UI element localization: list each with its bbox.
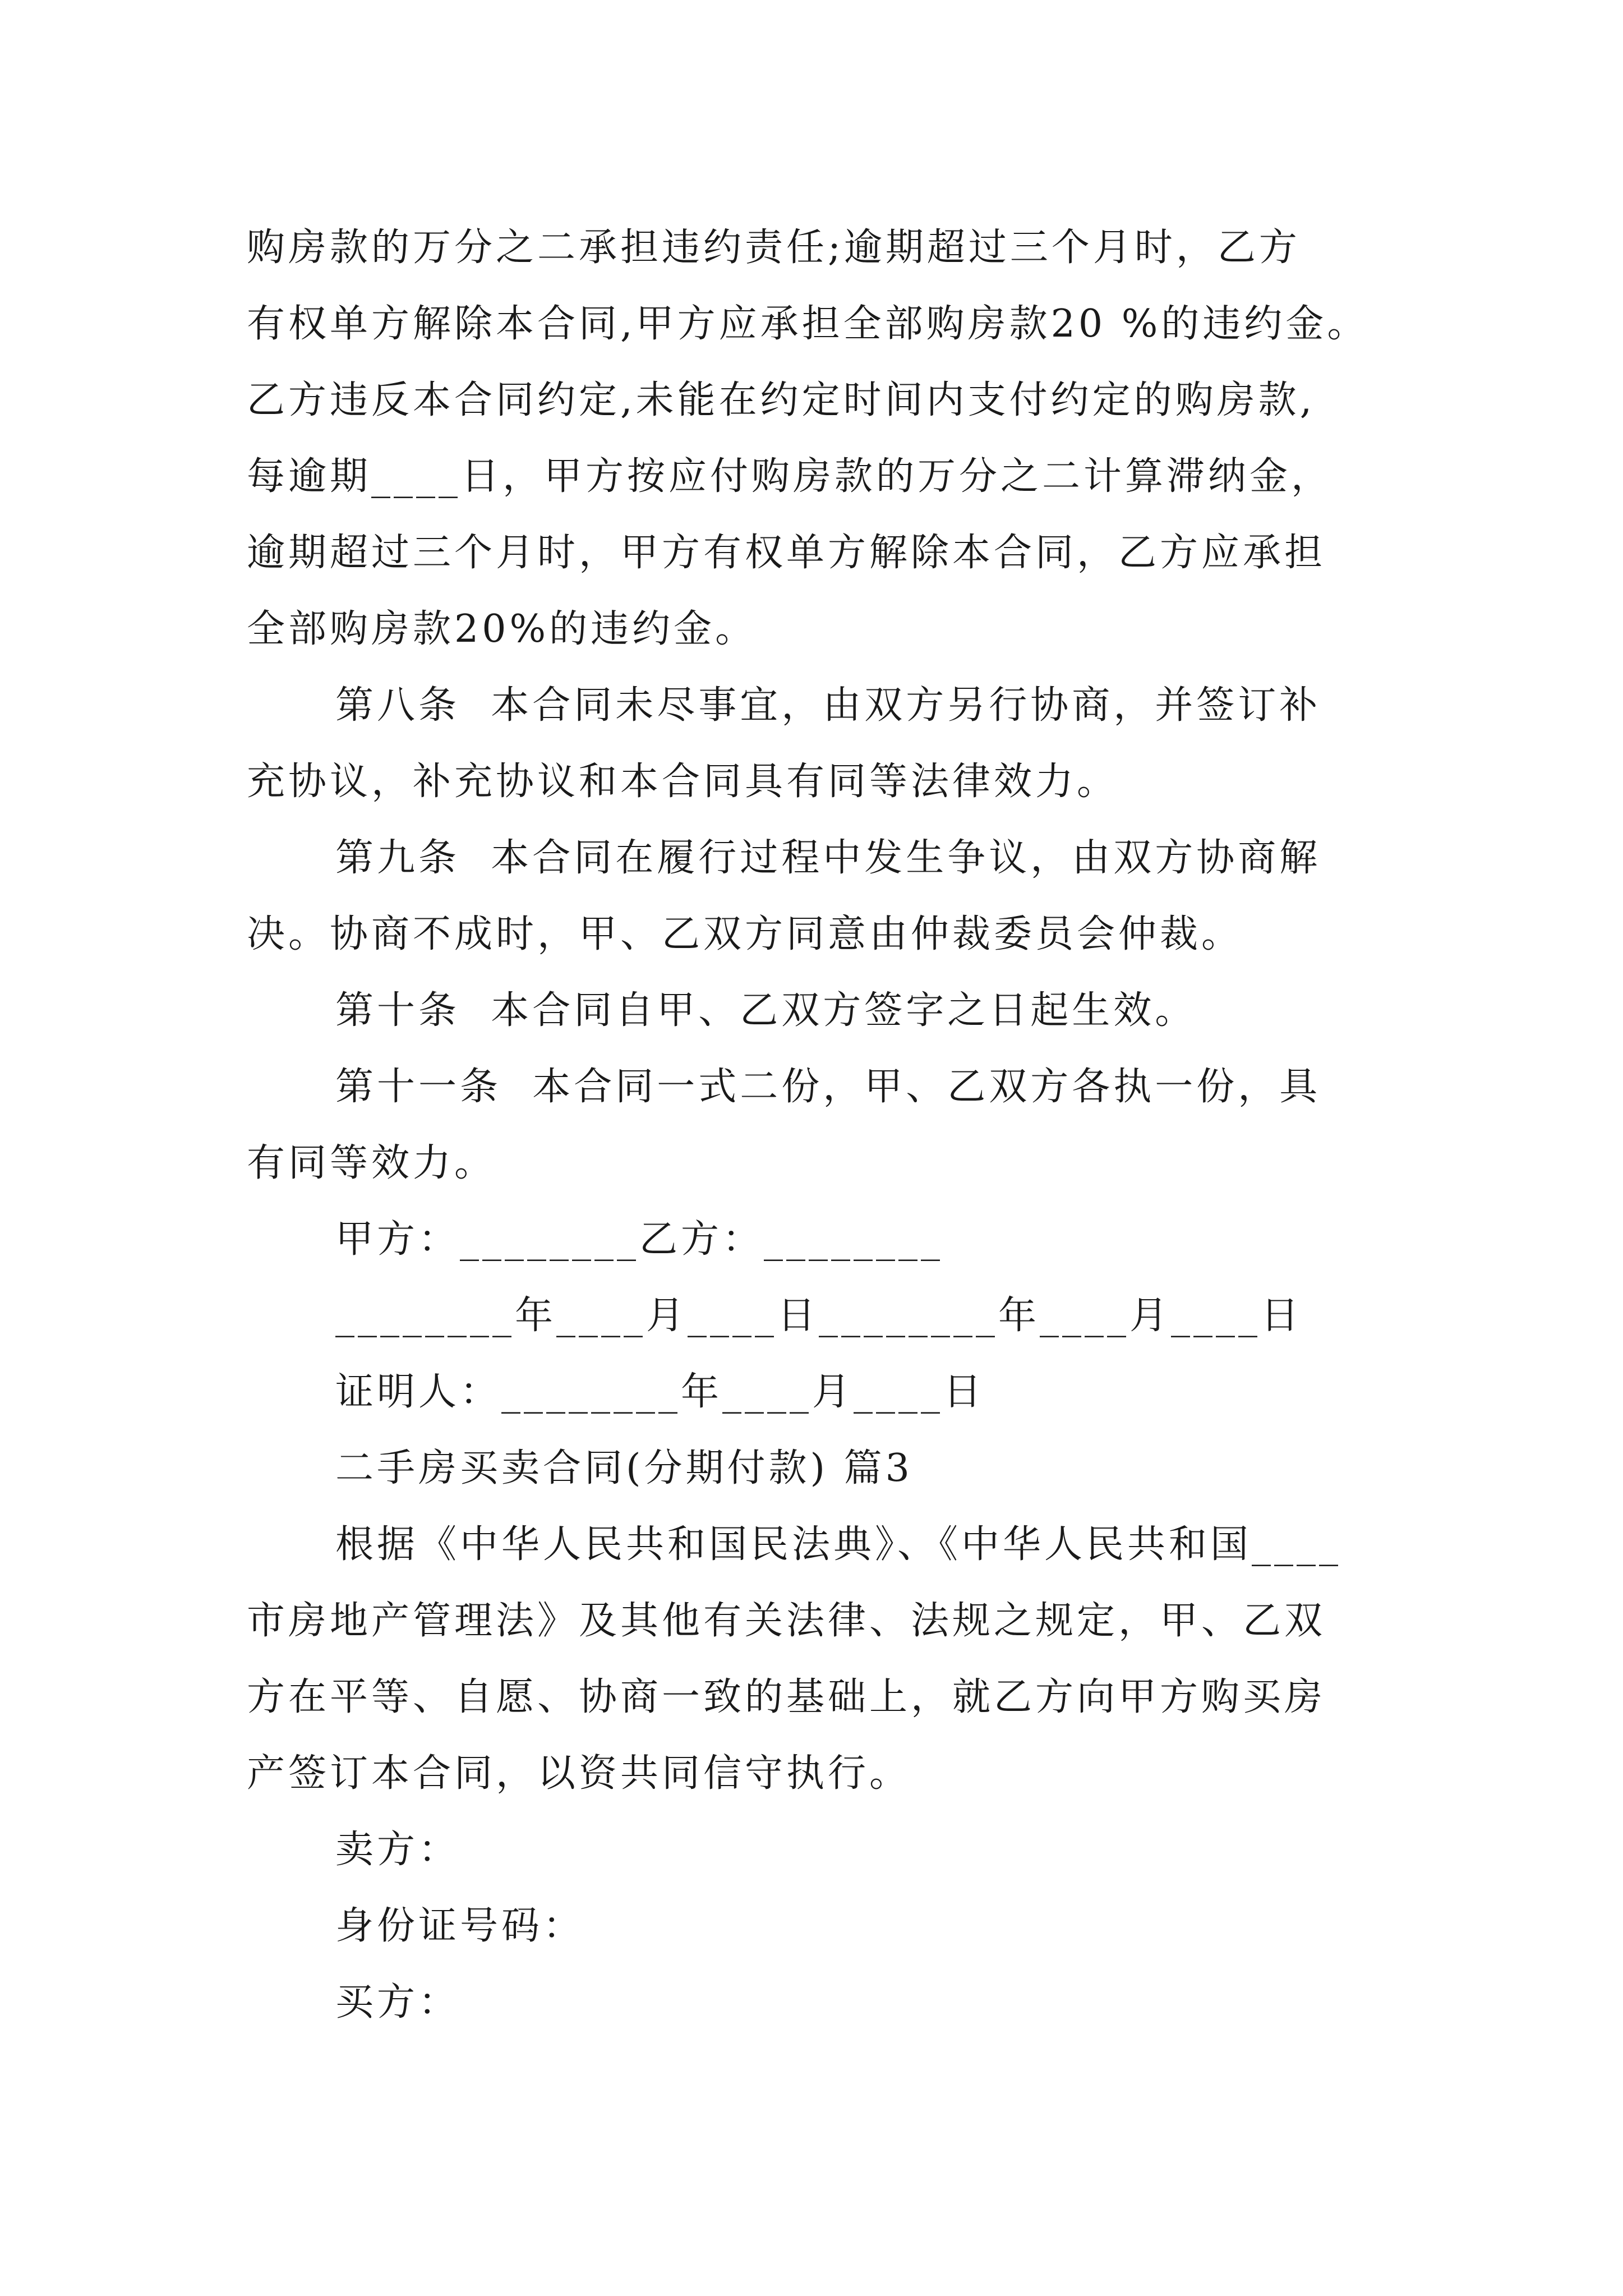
text-line: 市房地产管理法》及其他有关法律、法规之规定，甲、乙双 [247,1599,1326,1643]
text-line: 决。协商不成时，甲、乙双方同意由仲裁委员会仲裁。 [247,912,1243,956]
text-line: 乙方违反本合同约定,未能在约定时间内支付约定的购房款, [247,378,1316,422]
preamble-start: 根据《中华人民共和国民法典》、《中华人民共和国____ [335,1522,1342,1567]
signature-parties: 甲方：________乙方：________ [335,1217,944,1262]
text-line: 方在平等、自愿、协商一致的基础上，就乙方向甲方购买房 [247,1675,1326,1719]
section-heading: 二手房买卖合同(分期付款) 篇3 [335,1446,913,1490]
buyer-label: 买方： [335,1980,460,2024]
id-number-label: 身份证号码： [335,1904,585,1948]
text-line: 全部购房款20%的违约金。 [247,607,757,651]
text-line: 有权单方解除本合同,甲方应承担全部购房款20 %的违约金。 [247,302,1369,346]
seller-label: 卖方： [335,1828,460,1872]
witness-line: 证明人：________年____月____日 [335,1370,985,1414]
text-line: 产签订本合同，以资共同信守执行。 [247,1751,911,1796]
text-line: 每逾期____日，甲方按应付购房款的万分之二计算滞纳金， [247,454,1333,499]
text-line: 有同等效力。 [247,1141,496,1185]
signature-dates: ________年____月____日________年____月____日 [335,1294,1303,1338]
article-8-start: 第八条 本合同未尽事宜，由双方另行协商，并签订补 [335,683,1321,728]
article-11-start: 第十一条 本合同一式二份，甲、乙双方各执一份，具 [335,1065,1321,1109]
article-10: 第十条 本合同自甲、乙双方签字之日起生效。 [335,988,1197,1033]
text-line: 充协议，补充协议和本合同具有同等法律效力。 [247,760,1119,804]
article-9-start: 第九条 本合同在履行过程中发生争议，由双方协商解 [335,836,1321,880]
text-line: 逾期超过三个月时，甲方有权单方解除本合同，乙方应承担 [247,531,1326,575]
text-line: 购房款的万分之二承担违约责任;逾期超过三个月时，乙方 [247,226,1301,270]
